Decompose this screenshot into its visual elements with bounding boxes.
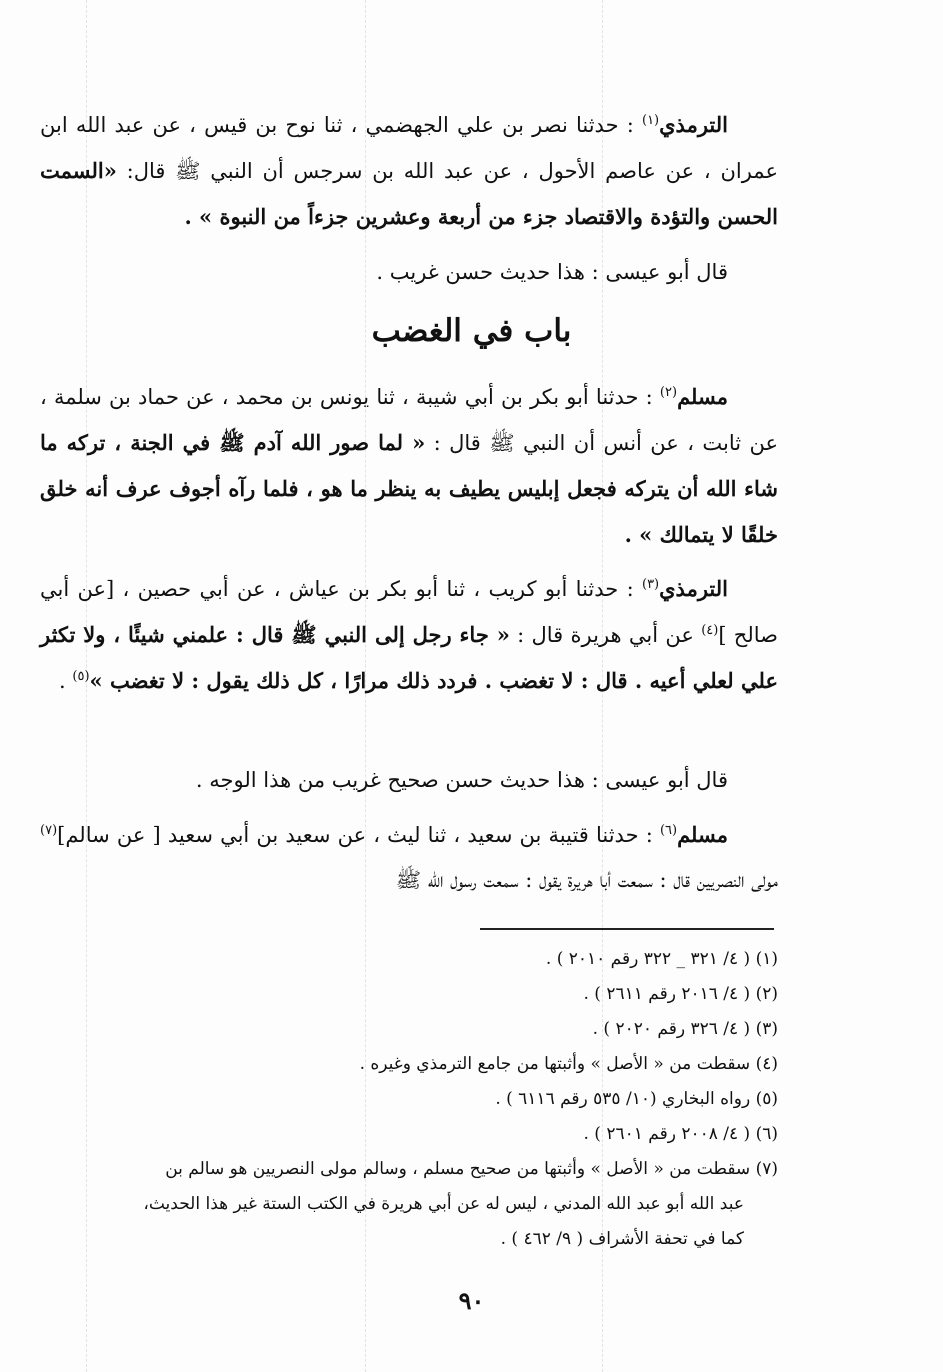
source-name: مسلم bbox=[677, 384, 728, 409]
paragraph-muslim-2 bbox=[40, 812, 778, 903]
footnote-ref: (٣) bbox=[641, 577, 660, 592]
footnote-continuation: عبد الله أبو عبد الله المدني ، ليس له عن أبي هريرة في الكتب الستة غير هذا الحديث، bbox=[143, 1194, 744, 1214]
footnote-ref: (٧) bbox=[40, 823, 58, 838]
footnote: (١) ( ٤/ ٣٢١ _ ٣٢٢ رقم ٢٠١٠ ) . bbox=[545, 949, 778, 969]
isnad-text: مولى النصريين قال : سمعت أبا هريرة يقول : سمعت رسول الله ﷺ bbox=[395, 868, 778, 892]
source-name: الترمذي bbox=[659, 576, 728, 601]
hadith-text: « لما صور الله آدم ﷺ في الجنة ، تركه ما شاء الله أن يتركه فجعل إبليس يطيف به ينظر ما هو ، فلما رآه أجوف عرف أنه خلق خلقًا لا يتمالك » . bbox=[40, 430, 778, 547]
comment-1: قال أبو عيسى : هذا حديث حسن غريب . bbox=[376, 260, 728, 284]
paragraph-tirmidhi-2: الترمذي$^{(٣)}$ : حدثنا أبو كريب ، ثنا أبو بكر بن عياش ، عن أبي حصين ، [عن أبي صالح ]$^{(٤)}$ عن أبي هريرة قال : « جاء رجل إلى النبي ﷺ قال : علمني شيئًا ، ولا تكثر علي لعلي أعيه . قال : لا تغضب . فردد ذلك مرارًا ، كل ذلك يقول : لا تغضب »$^{(٥)}$ . bbox=[40, 576, 778, 693]
isnad-text: : حدثنا قتيبة بن سعيد ، ثنا ليث ، عن سعيد بن أبي سعيد [ عن سالم] bbox=[57, 823, 653, 847]
paragraph-tirmidhi-1 bbox=[40, 102, 778, 240]
isnad-text: : حدثنا أبو كريب ، ثنا أبو بكر بن عياش ، عن أبي حصين ، [عن أبي صالح ] bbox=[40, 577, 778, 647]
footnote-ref: (٦) bbox=[659, 823, 678, 838]
footnote: (٣) ( ٤/ ٣٢٦ رقم ٢٠٢٠ ) . bbox=[592, 1019, 778, 1039]
footnote: (٧) سقطت من « الأصل » وأثبتها من صحيح مسلم ، وسالم مولى النصريين هو سالم بن bbox=[165, 1159, 778, 1179]
footnotes bbox=[40, 942, 778, 1257]
source-name: الترمذي bbox=[659, 112, 728, 137]
footnote-ref: (٤) bbox=[701, 623, 719, 638]
footnote: (٤) سقطت من « الأصل » وأثبتها من جامع الترمذي وغيره . bbox=[359, 1054, 778, 1074]
footnote: (٥) رواه البخاري (١٠/ ٥٣٥ رقم ٦١١٦ ) . bbox=[495, 1089, 778, 1109]
isnad-text: : حدثنا أبو بكر بن أبي شيبة ، ثنا يونس بن محمد ، عن حماد بن سلمة ، عن ثابت ، عن أنس أن النبي ﷺ قال : bbox=[40, 385, 778, 455]
footnote: (٢) ( ٤/ ٢٠١٦ رقم ٢٦١١ ) . bbox=[583, 984, 778, 1004]
footnote-ref: (٢) bbox=[659, 385, 678, 400]
page-number: ٩٠ bbox=[458, 1286, 485, 1315]
comment-2: قال أبو عيسى : هذا حديث حسن صحيح غريب من هذا الوجه . bbox=[195, 768, 728, 792]
footnote-ref: (٥) bbox=[72, 669, 90, 684]
hadith-text: « جاء رجل إلى النبي ﷺ قال : علمني شيئًا ، ولا تكثر علي لعلي أعيه . قال : لا تغضب . فردد ذلك مرارًا ، كل ذلك يقول : لا تغضب » bbox=[40, 622, 778, 693]
isnad-text: عن أبي هريرة قال : bbox=[517, 623, 694, 647]
footnote-continuation: كما في تحفة الأشراف ( ٩/ ٤٦٢ ) . bbox=[500, 1229, 744, 1249]
hadith-text: «السمت الحسن والتؤدة والاقتصاد جزء من أربعة وعشرين جزءاً من النبوة » . bbox=[40, 158, 778, 229]
source-name: مسلم bbox=[677, 822, 728, 847]
isnad-text: : حدثنا نصر بن علي الجهضمي ، ثنا نوح بن قيس ، عن عبد الله ابن عمران ، عن عاصم الأحول ، عن عبد الله بن سرجس أن النبي ﷺ قال: bbox=[40, 113, 778, 183]
paragraph-muslim-1 bbox=[40, 374, 778, 558]
footnote-divider bbox=[480, 928, 774, 930]
chapter-heading: باب في الغضب bbox=[371, 313, 572, 349]
footnote-ref: (١) bbox=[641, 113, 660, 128]
footnote: (٦) ( ٤/ ٢٠٠٨ رقم ٢٦٠١ ) . bbox=[583, 1124, 778, 1144]
